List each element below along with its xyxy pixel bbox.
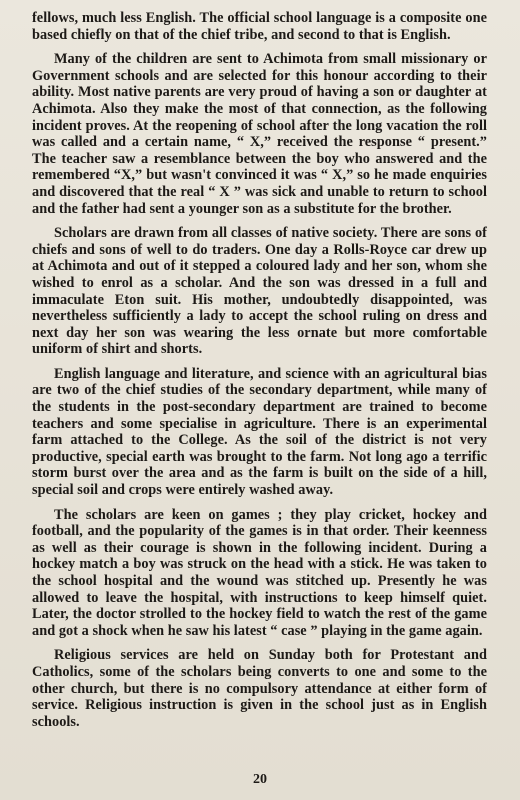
paragraph-religious-services: Religious services are held on Sunday both for Protestant and Catholics, some of the scholars being converts to one and some to the other church, but there is no compulsory attendance at either form of service. Religious instruction is given in the school just as in English schools. <box>32 647 487 730</box>
paragraph-rolls-royce-incident: Scholars are drawn from all classes of native society. There are sons of chiefs and sons of well to do traders. One day a Rolls-Royce car drew up at Achimota and out of it stepped a coloured lady and her son, whom she wished to enrol as a scholar. And the son was dressed in a full and immaculate Eton suit. His mother, undoubtedly disappointed, was nevertheless sufficiently a lady to accept the school ruling on dress and next day her son was wearing the less ornate but more comfortable uniform of shirt and shorts. <box>32 225 487 358</box>
paragraph-school-language: fellows, much less English. The official school language is a composite one based chiefly on that of the chief tribe, and second to that is English. <box>32 10 487 43</box>
page-number: 20 <box>253 772 267 787</box>
paragraph-games-incident: The scholars are keen on games ; they play cricket, hockey and football, and the popularity of the games is in that order. Their keenness as well as their courage is shown in the following incident. During a hockey match a boy was struck on the head with a stick. He was taken to the school hospital and the wound was stitched up. Presently he was allowed to leave the hospital, with instructions to keep himself quiet. Later, the doctor strolled to the hockey field to watch the rest of the game and got a shock when he saw his latest “ case ” playing in the game again. <box>32 506 487 639</box>
paragraph-selection-incident: Many of the children are sent to Achimota from small missionary or Government schools and are selected for this honour according to their ability. Most native parents are very proud of having a son or daughter at Achimota. Also they make the most of that connection, as the following incident proves. At the reopening of school after the long vacation the roll was called and a certain name, “ X,” received the response “ present.” The teacher saw a resemblance between the boy who answered and the remembered “X,” but wasn't convinced it was “ X,” so he made enquiries and discovered that the real “ X ” was sick and unable to return to school and the father had sent a younger son as a substitute for the brother. <box>32 51 487 217</box>
paragraph-studies-and-farm: English language and literature, and science with an agricultural bias are two of the chief studies of the secondary department, while many of the students in the post-secondary department are trained to become teachers and some specialise in agriculture. There is an experimental farm attached to the College. As the soil of the district is not very productive, special earth was brought to the farm. Not long ago a terrific storm burst over the area and as the farm is built on the side of a hill, special soil and crops were entirely washed away. <box>32 365 487 499</box>
